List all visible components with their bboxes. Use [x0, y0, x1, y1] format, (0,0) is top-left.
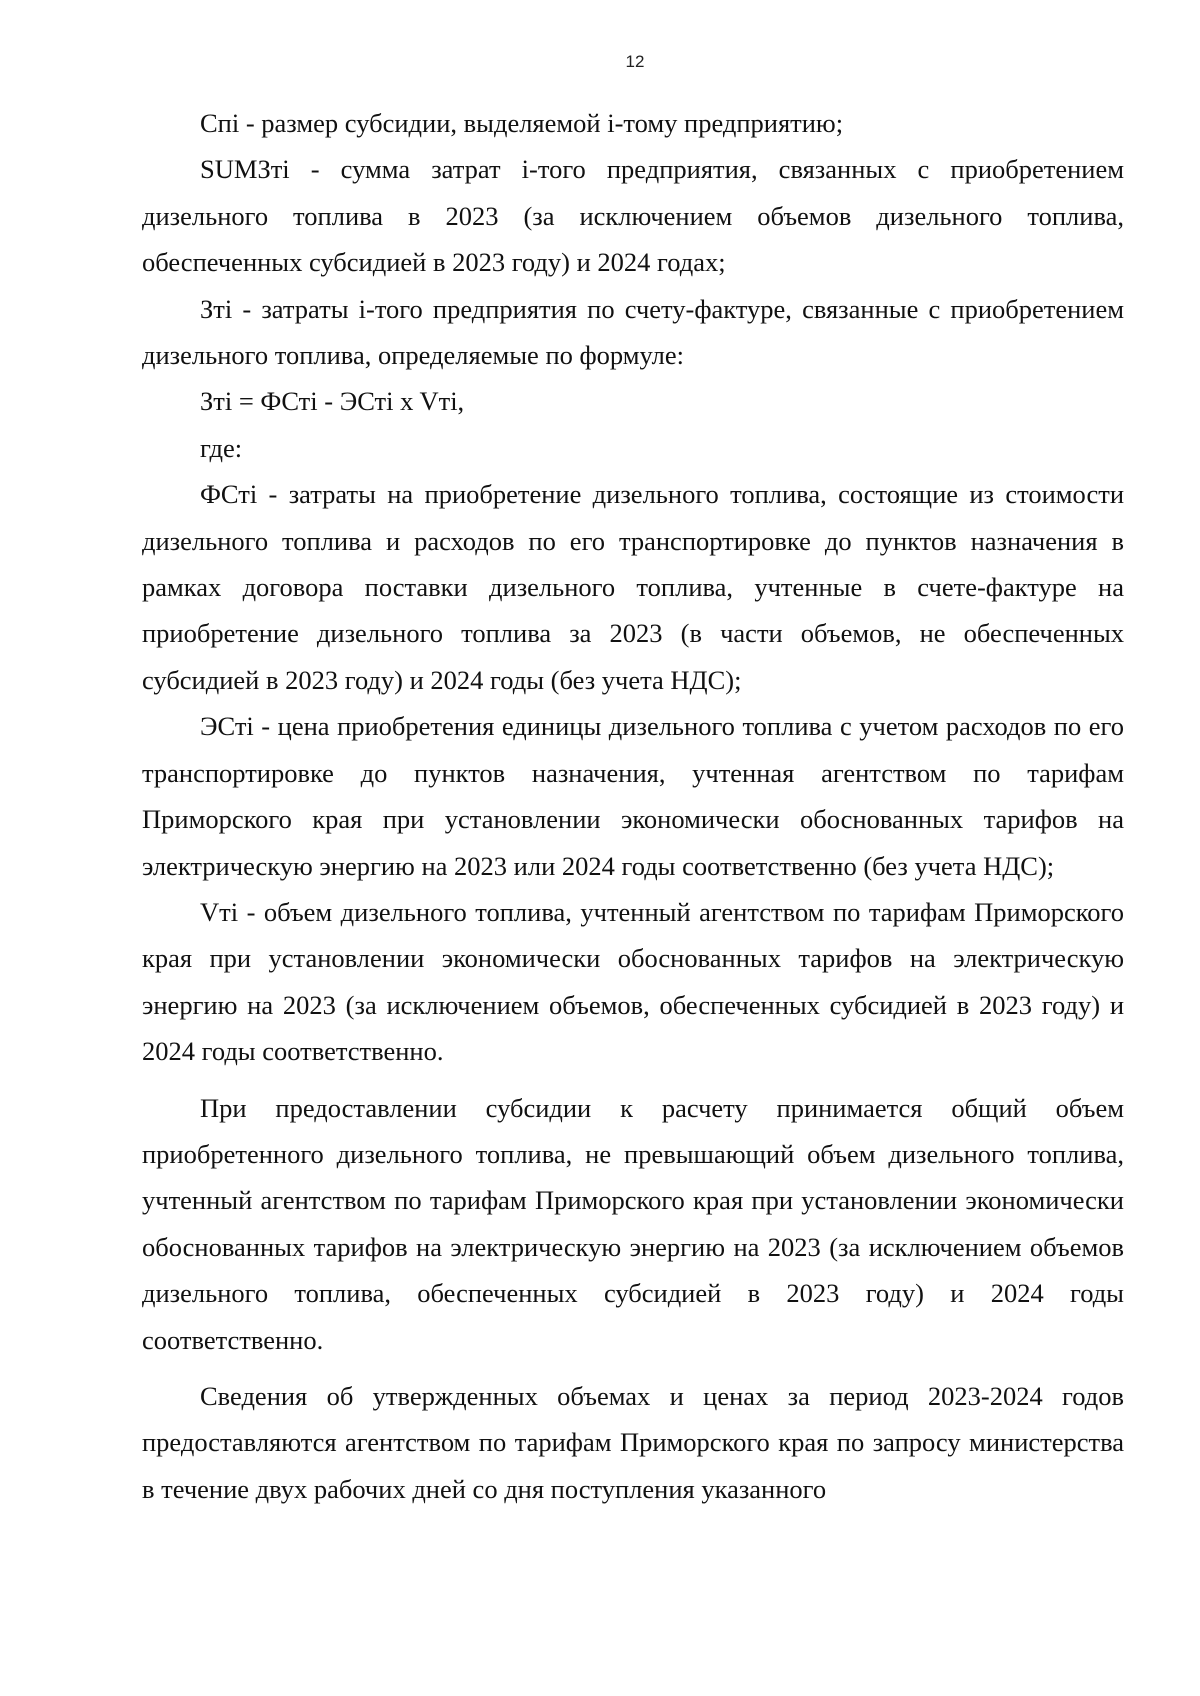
document-body [142, 100, 1124, 1512]
paragraph-zti-definition: Зтi - затраты i-того предприятия по счету-фактуре, связанные с приобретением дизельного топлива, определяемые по формуле: [142, 293, 1124, 371]
where-label: где: [200, 432, 243, 463]
paragraph-subsidy-volume-rule: При предоставлении субсидии к расчету принимается общий объем приобретенного дизельного топлива, не превышающий объем дизельного топлива, учтенный агентством по тарифам Приморского края при установлении экономически обоснованных тарифов на электрическую энергию на 2023 (за исключением объемов дизельного топлива, обеспеченных субсидией в 2023 году) и 2024 годы соответственно. [142, 1092, 1124, 1355]
paragraph-fsti-definition: ФСтi - затраты на приобретение дизельного топлива, состоящие из стоимости дизельного топлива и расходов по его транспортировке до пунктов назначения в рамках договора поставки дизельного топлива, учтенные в счете-фактуре на приобретение дизельного топлива за 2023 (в части объемов, не обеспеченных субсидией в 2023 году) и 2024 годы (без учета НДС); [142, 479, 1124, 695]
paragraph-vti-definition: Vтi - объем дизельного топлива, учтенный агентством по тарифам Приморского края при установлении экономически обоснованных тарифов на электрическую энергию на 2023 (за исключением объемов, обеспеченных субсидией в 2023 году) и 2024 годы соответственно. [142, 896, 1124, 1067]
paragraph-cpi-definition: Cпi - размер субсидии, выделяемой i-тому предприятию; [200, 108, 844, 138]
paragraph-sumzti-definition: SUMЗтi - сумма затрат i-того предприятия, связанных с приобретением дизельного топлива в 2023 (за исключением объемов дизельного топлива, обеспеченных субсидией в 2023 году) и 2024 годах; [142, 154, 1124, 278]
page-number: 12 [625, 52, 645, 71]
paragraph-esti-definition: ЭСтi - цена приобретения единицы дизельного топлива с учетом расходов по его транспортировке до пунктов назначения, учтенная агентством по тарифам Приморского края при установлении экономически обоснованных тарифов на электрическую энергию на 2023 или 2024 годы соответственно (без учета НДС); [142, 711, 1124, 881]
paragraph-approved-volumes-info: Сведения об утвержденных объемах и ценах за период 2023-2024 годов предоставляются агентством по тарифам Приморского края по запросу министерства в течение двух рабочих дней со дня поступления указанного [142, 1380, 1124, 1504]
formula-zti: Зтi = ФСтi - ЭСтi x Vтi, [200, 386, 465, 417]
